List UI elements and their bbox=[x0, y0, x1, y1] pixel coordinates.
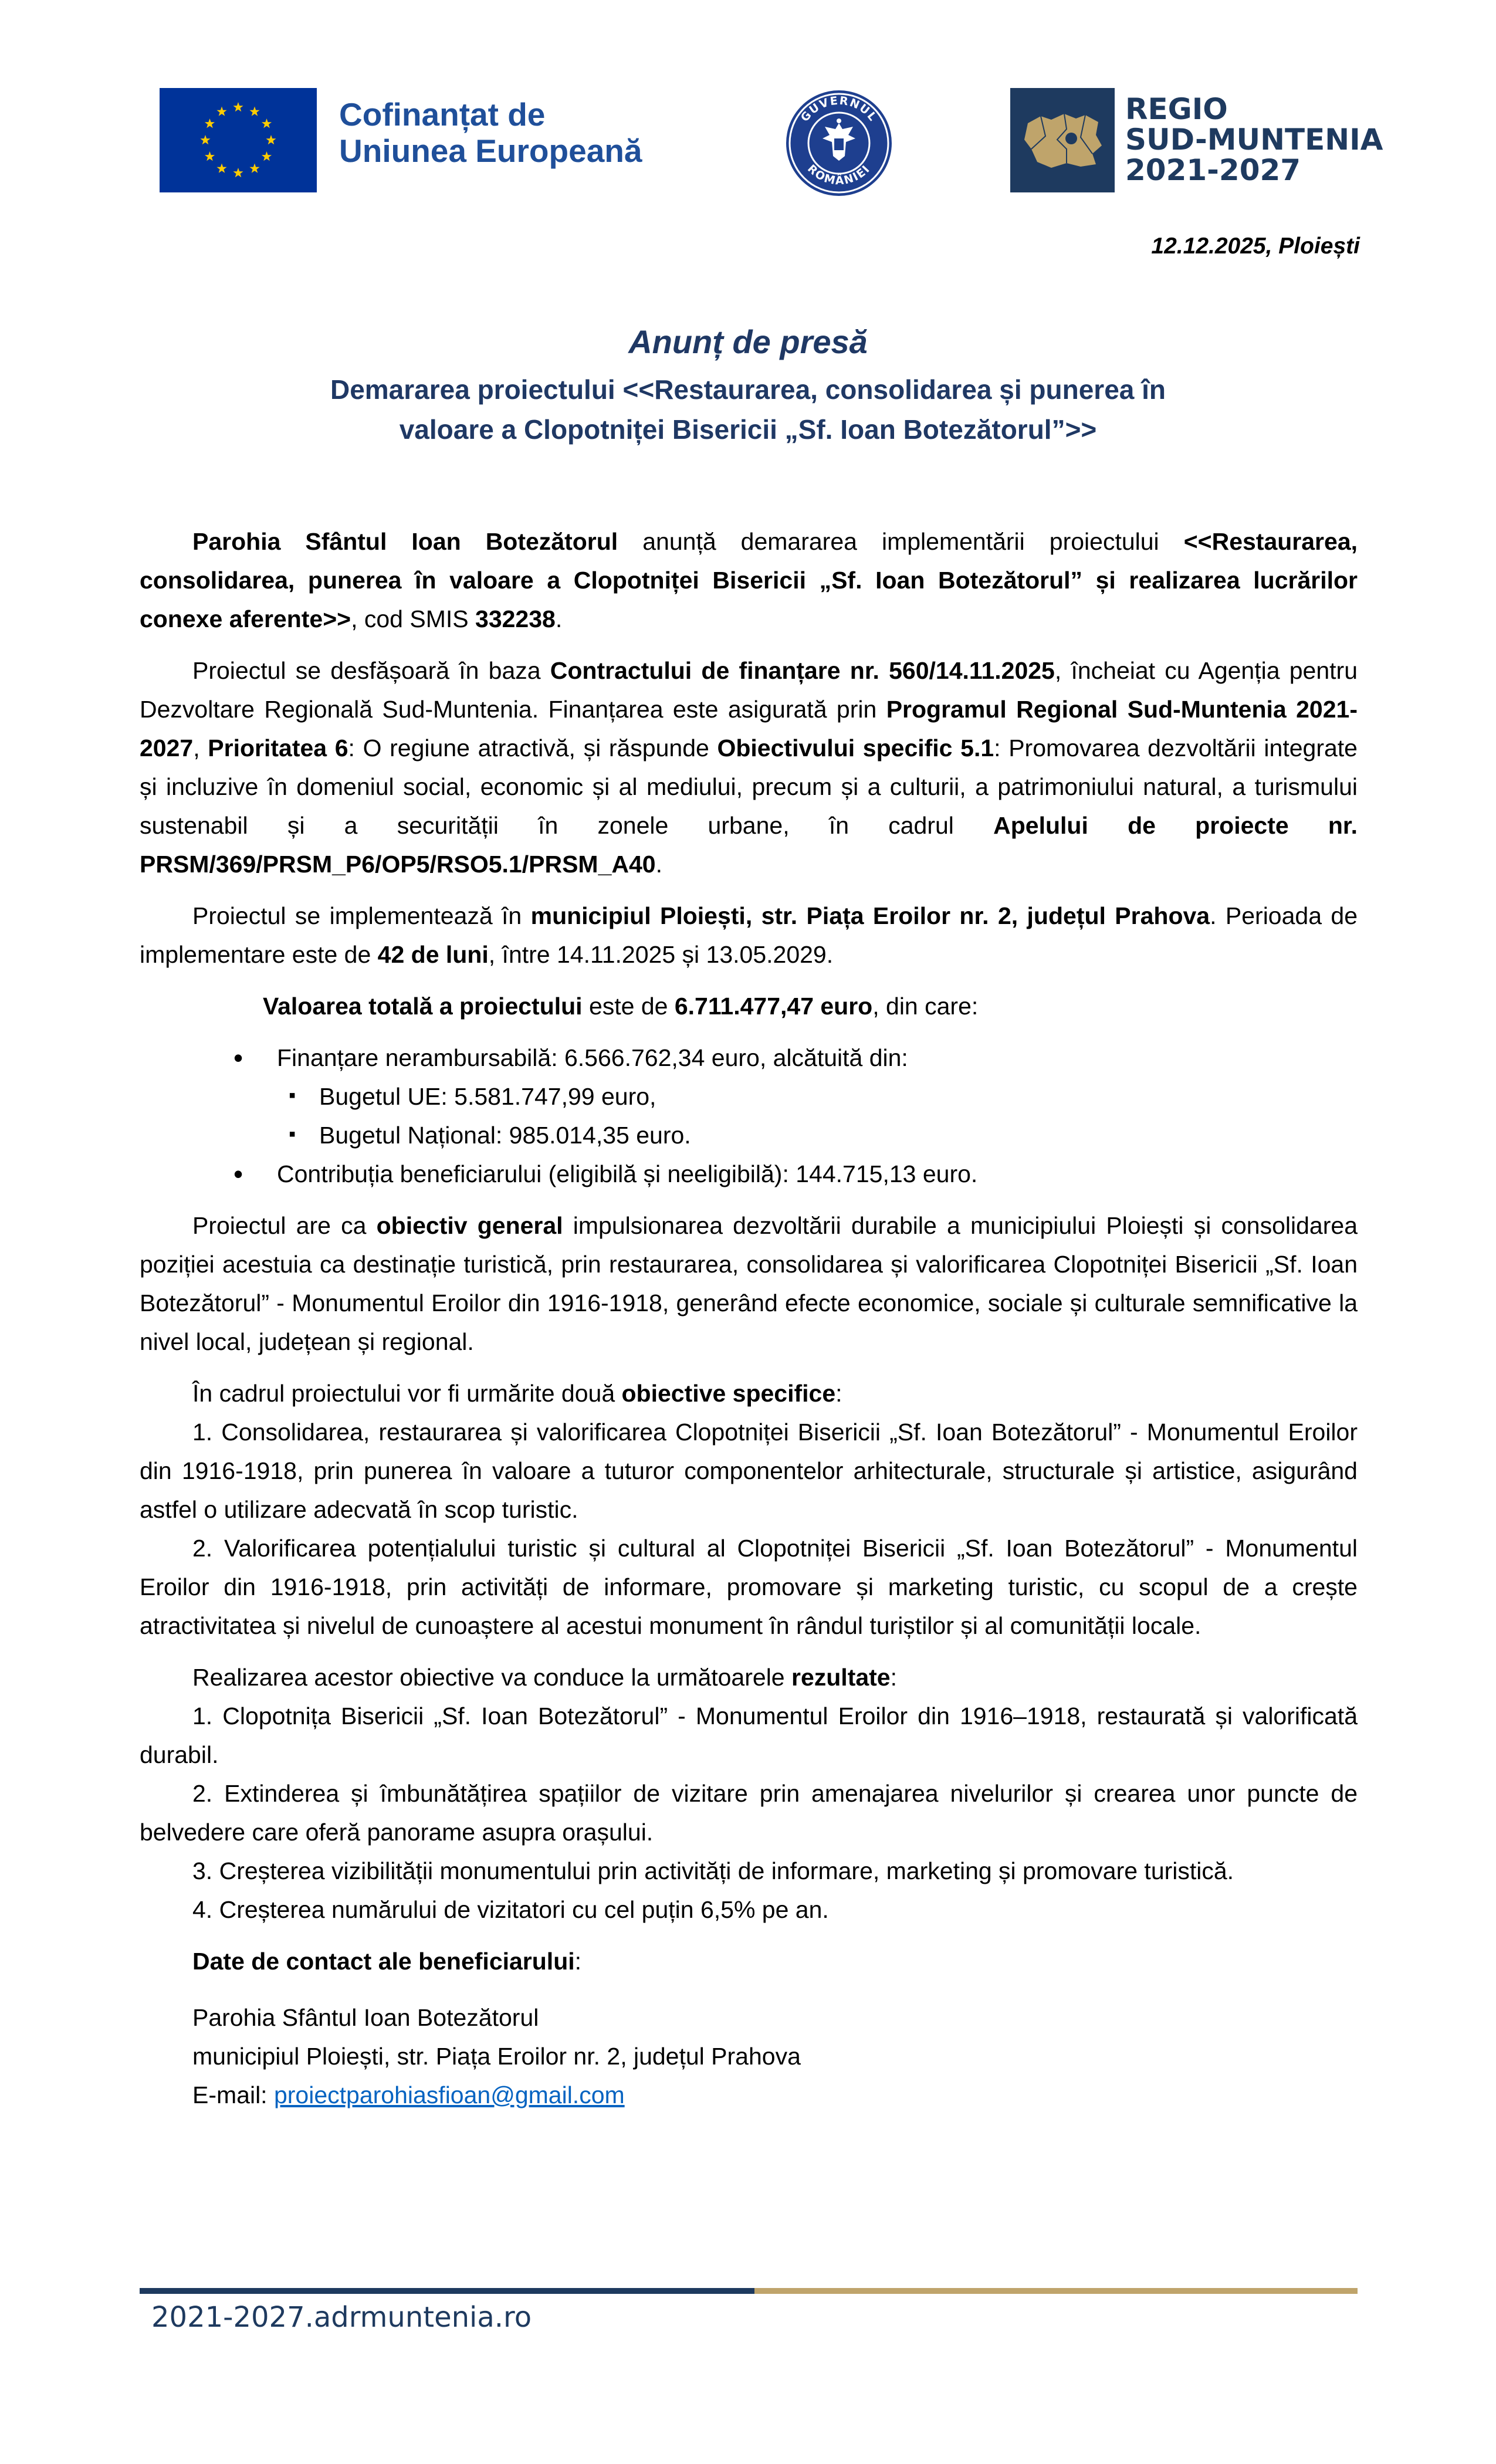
eu-star-icon bbox=[216, 164, 226, 173]
text: , din care: bbox=[872, 993, 979, 1020]
text: : Promovarea dezvoltării integrate și incluzive în domeniul social, economic și al mediului, precum și a culturii, a patrimoniului natural, a turismului sustenabil și a securității în zonele urbane, în cadrul bbox=[140, 735, 1358, 839]
text: : bbox=[890, 1664, 898, 1691]
subtitle-line1: Demararea proiectului <<Restaurarea, consolidarea și punerea în bbox=[330, 374, 1166, 405]
text: . bbox=[555, 605, 563, 632]
call-number: Apelului de proiecte nr. PRSM/369/PRSM_P6/OP5/RSO5.1/PRSM_A40 bbox=[140, 812, 1358, 878]
list-item: 3. Creșterea vizibilității monumentului prin activități de informare, marketing și promovare turistică. bbox=[192, 1857, 1234, 1884]
text: impulsionarea dezvoltării durabile a municipiului Ploiești și consolidarea poziției acestuia ca destinație turistică, prin restaurarea, consolidarea și valorificarea Clopotniței Bisericii „Sf. Ioan Botezătorul” - Monumentul Eroilor din 1916-1918, generând efecte economice, sociale și culturale semnificative la nivel local, județean și regional. bbox=[140, 1212, 1358, 1355]
paragraph-contract bbox=[140, 651, 1358, 884]
list-item: ▪ Bugetul UE: 5.581.747,99 euro, bbox=[277, 1077, 1358, 1116]
list-item: 2. Extinderea și îmbunătățirea spațiilor de vizitare prin amenajarea nivelurilor și crearea unor puncte de belvedere care oferă panorame asupra orașului. bbox=[140, 1780, 1358, 1846]
funding-breakdown-list bbox=[140, 1038, 1358, 1193]
email-link[interactable]: proiectparohiasfioan@gmail.com bbox=[273, 2081, 625, 2108]
romanian-government-seal-icon bbox=[784, 88, 894, 198]
text: Proiectul se desfășoară în baza bbox=[192, 657, 550, 684]
list-item: ▪ Bugetul Național: 985.014,35 euro. bbox=[277, 1116, 1358, 1155]
results-section bbox=[140, 1658, 1358, 1929]
list-item: 2. Valorificarea potențialului turistic și cultural al Clopotniței Bisericii „Sf. Ioan Botezătorul” - Monumentul Eroilor din 1916-1918, prin activități de informare, promovare și marketing turistic, cu scopul de a crește atractivitatea și nivelul de cunoaștere al acestui monument în rândul turiștilor și al comunității locale. bbox=[140, 1535, 1358, 1639]
specific-objectives-label: obiective specifice bbox=[621, 1380, 836, 1407]
text: : bbox=[574, 1948, 582, 1975]
email-label: E-mail: bbox=[192, 2081, 274, 2108]
eu-text-line1: Cofinanțat de bbox=[339, 96, 546, 133]
text: : O regiune atractivă, și răspunde bbox=[348, 735, 717, 761]
text: , bbox=[193, 735, 208, 761]
priority: Prioritatea 6 bbox=[208, 735, 348, 761]
text: În cadrul proiectului vor fi urmărite două bbox=[192, 1380, 622, 1407]
eu-star-icon bbox=[249, 164, 259, 173]
project-name: <<Restaurarea, consolidarea, punerea în valoare a Clopotniței Bisericii „Sf. Ioan Botezătorul” și realizarea lucrărilor conexe aferente>> bbox=[140, 528, 1358, 632]
text: Proiectul are ca bbox=[192, 1212, 377, 1239]
svg-text:GUVERNUL: GUVERNUL bbox=[798, 94, 880, 124]
footer-bar-gold bbox=[754, 2288, 1358, 2294]
eu-star-icon bbox=[249, 107, 259, 116]
project-location: municipiul Ploiești, str. Piața Eroilor nr. 2, județul Prahova bbox=[530, 902, 1210, 929]
specific-objectives-heading bbox=[140, 1374, 1358, 1413]
page-subtitle bbox=[0, 370, 1496, 449]
contact-address: municipiul Ploiești, str. Piața Eroilor nr. 2, județul Prahova bbox=[192, 2043, 801, 2070]
eu-star-icon bbox=[200, 135, 210, 144]
eu-star-icon bbox=[233, 102, 243, 111]
program-name: Programul Regional Sud-Muntenia 2021-2027 bbox=[140, 696, 1358, 761]
footer-bar-navy bbox=[140, 2288, 754, 2294]
text: , încheiat cu Agenția pentru Dezvoltare Regională Sud-Muntenia. Finanțarea este asigurată prin bbox=[140, 657, 1358, 723]
list-item: 1. Clopotnița Bisericii „Sf. Ioan Botezătorul” - Monumentul Eroilor din 1916–1918, restaurată și valorificată durabil. bbox=[140, 1703, 1358, 1768]
text: Proiectul se implementează în bbox=[192, 902, 531, 929]
general-objective-label: obiectiv general bbox=[376, 1212, 563, 1239]
results-heading bbox=[140, 1658, 1358, 1697]
footer-website: 2021-2027.adrmuntenia.ro bbox=[151, 2301, 532, 2334]
page-title: Anunț de presă bbox=[628, 323, 868, 360]
text: : bbox=[835, 1380, 842, 1407]
specific-objective: Obiectivului specific 5.1 bbox=[717, 735, 994, 761]
list-item bbox=[140, 1155, 1358, 1193]
beneficiary-contribution: Contribuția beneficiarului (eligibilă și neeligibilă): 144.715,13 euro. bbox=[277, 1160, 978, 1187]
text: , între 14.11.2025 și 13.05.2029. bbox=[488, 941, 834, 968]
nonrefundable-funding: Finanțare nerambursabilă: 6.566.762,34 euro, alcătuită din: bbox=[277, 1044, 908, 1071]
subtitle-line2: valoare a Clopotniței Bisericii „Sf. Ioan Botezătorul”>> bbox=[399, 414, 1097, 445]
regio-line1: REGIO bbox=[1125, 92, 1228, 126]
eu-star-icon bbox=[233, 168, 243, 177]
list-item: 1. Consolidarea, restaurarea și valorificarea Clopotniței Bisericii „Sf. Ioan Botezătorul” - Monumentul Eroilor din 1916-1918, prin punerea în valoare a tuturor componentelor arhitecturale, structurale și artistice, asigurând astfel o utilizare adecvată în scop turistic. bbox=[140, 1419, 1358, 1523]
eu-cofinanced-label bbox=[339, 96, 642, 169]
text: . Perioada de implementare este de bbox=[140, 902, 1358, 968]
sud-muntenia-map-icon bbox=[1010, 88, 1115, 192]
regio-line2: SUD-MUNTENIA bbox=[1125, 123, 1383, 157]
eu-flag-icon bbox=[160, 88, 317, 192]
paragraph-location bbox=[140, 896, 1358, 974]
text: . bbox=[655, 851, 662, 878]
text: este de bbox=[582, 993, 675, 1020]
paragraph-announcement bbox=[140, 522, 1358, 638]
funding-sublist bbox=[277, 1077, 1358, 1155]
list-item: 4. Creșterea numărului de vizitatori cu cel puțin 6,5% pe an. bbox=[192, 1896, 829, 1923]
press-release-body bbox=[140, 522, 1358, 2114]
contact-heading bbox=[192, 1942, 1358, 1981]
svg-text:ROMÂNIEI: ROMÂNIEI bbox=[805, 162, 873, 188]
eu-star-icon bbox=[205, 119, 215, 128]
eu-star-icon bbox=[205, 151, 215, 161]
eu-star-icon bbox=[216, 107, 226, 116]
text: Realizarea acestor obiective va conduce la următoarele bbox=[192, 1664, 791, 1691]
text: , cod SMIS bbox=[351, 605, 476, 632]
total-value-label: Valoarea totală a proiectului bbox=[263, 993, 583, 1020]
eu-text-line2: Uniunea Europeană bbox=[339, 133, 642, 169]
smis-code: 332238 bbox=[475, 605, 556, 632]
results-label: rezultate bbox=[791, 1664, 891, 1691]
project-value-heading bbox=[140, 987, 1358, 1025]
eu-star-icon bbox=[262, 119, 272, 128]
specific-objectives-section bbox=[140, 1374, 1358, 1645]
eu-star-icon bbox=[262, 151, 272, 161]
text: anunță demararea implementării proiectului bbox=[618, 528, 1184, 555]
beneficiary-name: Parohia Sfântul Ioan Botezătorul bbox=[192, 528, 618, 555]
contact-name: Parohia Sfântul Ioan Botezătorul bbox=[192, 2004, 539, 2031]
contact-section bbox=[140, 1942, 1358, 2114]
total-value: 6.711.477,47 euro bbox=[674, 993, 873, 1020]
contact-title: Date de contact ale beneficiarului bbox=[192, 1948, 575, 1975]
list-item bbox=[140, 1038, 1358, 1155]
eu-star-icon bbox=[266, 135, 276, 144]
contact-email-row bbox=[192, 2076, 1358, 2114]
contract-number: Contractului de finanțare nr. 560/14.11.2025 bbox=[550, 657, 1055, 684]
paragraph-general-objective bbox=[140, 1206, 1358, 1361]
project-value-section bbox=[140, 987, 1358, 1193]
regio-sud-muntenia-label bbox=[1125, 94, 1383, 185]
implementation-period: 42 de luni bbox=[377, 941, 489, 968]
regio-line3: 2021-2027 bbox=[1125, 153, 1301, 187]
date-place: 12.12.2025, Ploiești bbox=[1151, 233, 1360, 259]
footer-divider bbox=[140, 2288, 1358, 2294]
